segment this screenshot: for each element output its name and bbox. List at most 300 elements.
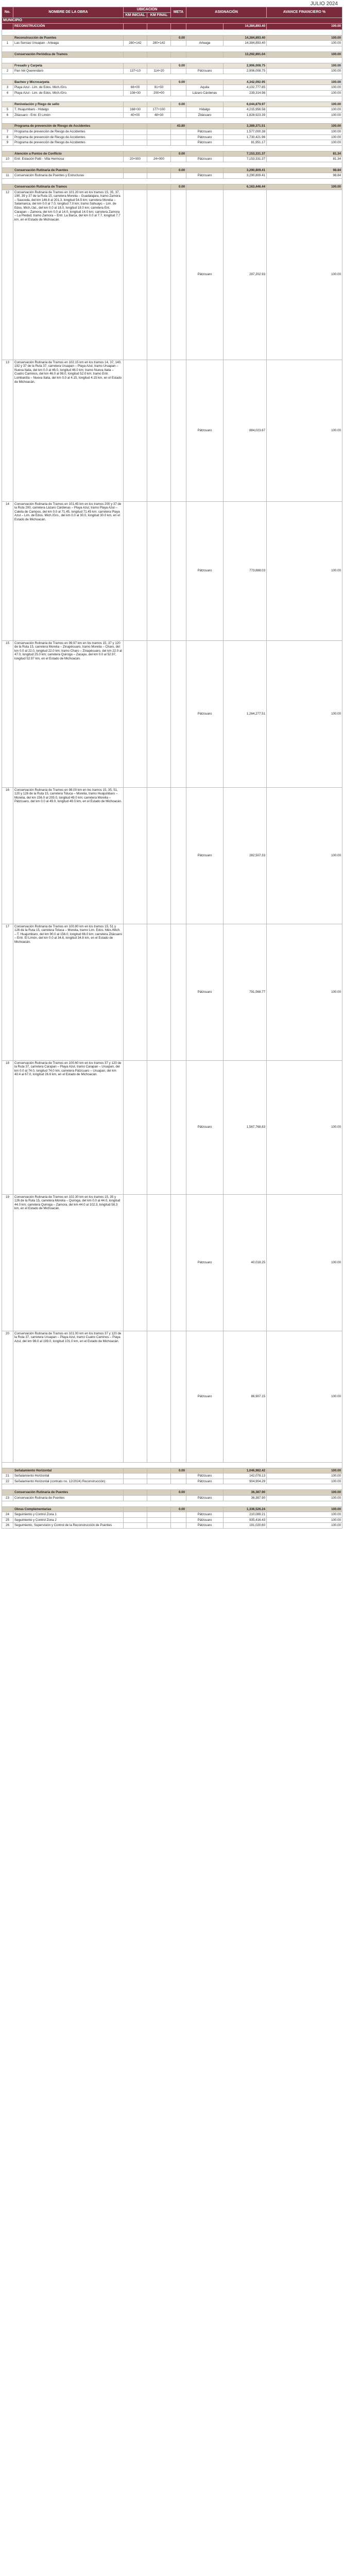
work-row [2,173,342,179]
cell-asignacion: 3,290,809.41 [223,173,267,179]
cell-obra: Las Sunsas Unuapan - Arteaga [13,41,124,46]
cell-avance: 100.00 [267,35,342,41]
cell-obra: Bacheo y Microcarpeta [13,79,124,85]
cell-avance: 81.34 [267,151,342,157]
spacer-cell [2,1462,342,1468]
cell-municipio [186,1468,223,1473]
cell-km-inicial [124,1060,147,1194]
cell-no: 20 [2,1331,13,1462]
spacer-cell [2,74,342,79]
work-row [2,1496,342,1501]
cell-no [2,1468,13,1473]
spacer-cell [2,1484,342,1490]
table-header [2,7,342,24]
cell-meta: 43.80 [171,124,186,129]
cell-asignacion: 935,416.43 [223,1517,267,1523]
cell-municipio [186,101,223,107]
cell-no: 19 [2,1194,13,1331]
cell-asignacion: 210,089.21 [223,1512,267,1518]
spacer-row [2,46,342,52]
cell-no: 6 [2,112,13,118]
cell-municipio: Pátzcuaro [186,1496,223,1501]
cell-no: 25 [2,1517,13,1523]
cell-obra: Conservación Rutinaria de Tramos en 101.45 km en los tramos 200 y 37 de la Ruta 200, carretera Lázaro Cárdenas – Playa Azul, tramo Playa Azul – Caleta de Campos, del km 0.0 al 71.45, longitud 71.45 km; carretera Playa Azul – Lim. de Edos. Mich./Gro., del km 0.0 al 30.0, longitud 30.0 km, en el Estado de Michoacán. [13,501,124,640]
cell-asignacion: 4,342,092.95 [223,79,267,85]
cell-km-inicial [124,1468,147,1473]
spacer-row [2,1501,342,1506]
work-row [2,134,342,140]
cell-meta [171,640,186,787]
program-row [2,79,342,85]
cell-asignacion: 239,314.98 [223,90,267,96]
cell-asignacion: 773,888.03 [223,501,267,640]
cell-asignacion: 3,389,371.51 [223,124,267,129]
program-row [2,101,342,107]
cell-municipio: Pátzcuaro [186,1523,223,1529]
program-row [2,1506,342,1512]
cell-asignacion: 1,730,421.96 [223,134,267,140]
cell-municipio: Pátzcuaro [186,501,223,640]
cell-km-final [147,35,171,41]
cell-asignacion: 13,292,891.04 [223,52,267,57]
cell-municipio: Pátzcuaro [186,360,223,501]
cell-obra: Obras Complementarias [13,1506,124,1512]
cell-no [2,1490,13,1496]
cell-no [2,151,13,157]
cell-asignacion: 4,102,777.85 [223,85,267,91]
cell-meta: 0.00 [171,167,186,173]
cell-km-inicial [124,1517,147,1523]
cell-no: 2 [2,69,13,74]
cell-municipio: Aquila [186,85,223,91]
cell-km-inicial [124,1496,147,1501]
cell-municipio: Pátzcuaro [186,140,223,146]
work-row [2,1194,342,1331]
spacer-row [2,29,342,35]
cell-no [2,124,13,129]
cell-avance: 100.00 [267,1468,342,1473]
work-row [2,157,342,162]
works-table [2,7,342,1529]
cell-no [2,23,13,29]
cell-km-final [147,787,171,924]
spacer-cell [2,1501,342,1506]
cell-avance: 100.00 [267,41,342,46]
cell-obra: Conservación Rutinaria de Tramos en 98.00 km en los tramos 15, 35, 51, 120 y 126 de la Ruta 15, carretera Toluca – Morelia, tramo Huajumbaro – Morelia, del km 156.0 al 205.0, longitud 49.0 km; carretera Morelia – Pátzcuaro, del km 0.0 al 49.0, longitud 49.0 km, en el Estado de Michoacán. [13,787,124,924]
cell-obra: Señalamiento Horizontal [13,1473,124,1479]
cell-no [2,101,13,107]
cell-km-final [147,640,171,787]
cell-km-final [147,134,171,140]
cell-meta [171,85,186,91]
cell-no: 16 [2,787,13,924]
cell-meta [171,107,186,113]
cell-km-inicial [124,101,147,107]
spacer-row [2,57,342,63]
cell-avance: 100.00 [267,787,342,924]
work-row [2,190,342,360]
col-header-municipio: MUNICIPIO [2,18,342,24]
cell-municipio [186,1506,223,1512]
cell-km-inicial [124,124,147,129]
cell-asignacion: 191,020.60 [223,1523,267,1529]
cell-km-inicial: 40+00 [124,112,147,118]
cell-avance: 100.00 [267,85,342,91]
cell-obra: Conservación Rutinaria de Tramos en 102.30 km en los tramos 15, 35 y 126 de la Ruta 15, carretera Morelia – Quiroga, del km 0.0 al 44.0, longitud 44.0 km; carretera Quiroga – Zamora, del km 44.0 al 102.3, longitud 58.3 km, en el Estado de Michoacán. [13,1194,124,1331]
spacer-row [2,118,342,124]
cell-km-inicial [124,640,147,787]
cell-municipio [186,35,223,41]
cell-no [2,184,13,190]
cell-asignacion: 7,153,331.37 [223,157,267,162]
cell-avance: 100.00 [267,140,342,146]
cell-km-final [147,101,171,107]
cell-km-final [147,190,171,360]
cell-km-inicial: 108+30 [124,90,147,96]
cell-avance: 100.00 [267,23,342,29]
cell-municipio: Pátzcuaro [186,1517,223,1523]
cell-km-final [147,1060,171,1194]
cell-obra: Pan Vel Querendaro [13,69,124,74]
cell-asignacion: 1,577,000.38 [223,129,267,134]
cell-no [2,1506,13,1512]
cell-km-inicial [124,1194,147,1331]
cell-asignacion: 1,046,982.42 [223,1468,267,1473]
cell-avance: 100.00 [267,1496,342,1501]
work-row [2,1331,342,1462]
spacer-cell [2,46,342,52]
cell-obra: Conservación Rutinaria de Tramos en 100.80 km en los tramos 15, 51 y 126 de la Ruta 15, carretera Toluca – Morelia, tramo Lím. Edos. Méx./Mich. – T. Huajumbaro, del km 90.0 al 156.0, longitud 66.0 km; carretera Zitácuaro – Entr. El Limón, del km 0.0 al 34.8, longitud 34.8 km, en el Estado de Michoacán. [13,924,124,1060]
cell-km-inicial [124,1506,147,1512]
program-row [2,35,342,41]
cell-km-final [147,1473,171,1479]
cell-km-inicial [124,35,147,41]
cell-avance: 100.00 [267,640,342,787]
cell-obra: Seguimiento y Control Zona 2 [13,1517,124,1523]
cell-meta [171,157,186,162]
col-header-ubicacion: UBICACIÓN [124,7,171,13]
cell-obra: Señalamiento Horizontal (contrato no. 12/2024) Reconstrucción) [13,1479,124,1484]
cell-obra: Zitácuaro - Entr. El Limón [13,112,124,118]
program-row [2,167,342,173]
program-row [2,151,342,157]
work-row [2,1479,342,1484]
cell-km-inicial [124,360,147,501]
spacer-cell [2,145,342,151]
cell-km-final: 200+00 [147,90,171,96]
cell-km-inicial: 168+30 [124,107,147,113]
cell-meta [171,41,186,46]
cell-obra: Seguimiento y Control Zona 1 [13,1512,124,1518]
cell-meta [171,52,186,57]
cell-avance: 100.00 [267,1523,342,1529]
cell-km-inicial [124,134,147,140]
cell-asignacion: 14,384,893.40 [223,23,267,29]
cell-avance: 100.00 [267,101,342,107]
cell-no: 7 [2,129,13,134]
cell-meta [171,787,186,924]
cell-municipio: Pátzcuaro [186,787,223,924]
col-header-obra: NOMBRE DE LA OBRA [13,7,124,18]
cell-km-inicial [124,1479,147,1484]
cell-km-inicial [124,129,147,134]
total-row [2,23,342,29]
report-date: JULIO 2024 [310,1,338,7]
cell-km-final [147,173,171,179]
cell-municipio: Pátzcuaro [186,134,223,140]
cell-obra: Playa Azul - Lim. de Edos. Mich./Gro. [13,85,124,91]
cell-km-inicial [124,167,147,173]
cell-asignacion: 14,384,893.40 [223,35,267,41]
cell-no: 12 [2,190,13,360]
work-row [2,129,342,134]
cell-km-final: 24+000 [147,157,171,162]
cell-avance: 100.00 [267,924,342,1060]
spacer-row [2,162,342,167]
cell-no: 24 [2,1512,13,1518]
cell-km-inicial [124,1331,147,1462]
table-body [2,23,342,1528]
cell-meta [171,112,186,118]
cell-avance: 100.00 [267,1490,342,1496]
cell-obra: RECONSTRUCCIÓN [13,23,124,29]
cell-meta [171,1512,186,1518]
cell-km-final: 280+142 [147,41,171,46]
cell-no: 13 [2,360,13,501]
cell-meta: 0.00 [171,1506,186,1512]
cell-asignacion: 282,507.33 [223,787,267,924]
cell-km-final [147,129,171,134]
cell-km-inicial [124,140,147,146]
cell-avance: 100.00 [267,1331,342,1462]
cell-asignacion: 142,078.13 [223,1473,267,1479]
cell-km-inicial [124,924,147,1060]
cell-no [2,167,13,173]
cell-km-inicial [124,787,147,924]
cell-municipio: Pátzcuaro [186,1194,223,1331]
cell-meta [171,1473,186,1479]
cell-asignacion: 7,153,331.37 [223,151,267,157]
col-header-km-inicial: KM INICIAL [124,12,147,18]
cell-municipio [186,184,223,190]
cell-km-final [147,52,171,57]
cell-km-final [147,79,171,85]
spacer-cell [2,179,342,184]
spacer-row [2,96,342,101]
work-row [2,1473,342,1479]
cell-obra: Conservación Rutinaria de Puentes [13,1496,124,1501]
cell-avance: 100.00 [267,90,342,96]
cell-obra: Programa de prevención de Riesgo de Accidentes [13,134,124,140]
cell-obra: Conservación Rutinaria de Tramos en 101.20 km en los tramos 15, 35, 37, 190, 39 y 37 de la Ruta 15, carretera Morelia – Guadalajara, tramo Zamora – Sauceda, del km 146.8 al 201.3, longitud 54.5 km; carretera Morelia – Salamanca, del km 0.0 al 7.0, longitud 7.0 km; tramo Sahuayo – Lim. de Edos. Mich./Jal., del km 0.0 al 18.0, longitud 18.0 km; carretera Ent. Carapan – Zamora, del km 0.0 al 14.0, longitud 14.0 km; carretera Zamora – La Piedad, tramo Zamora – Entr. La Barca, del km 0.0 al 7.7, longitud 7.7 km, en el Estado de Michoacán. [13,190,124,360]
cell-no: 5 [2,107,13,113]
cell-municipio: Zitácuaro [186,112,223,118]
work-row [2,112,342,118]
cell-no: 8 [2,134,13,140]
program-row [2,184,342,190]
cell-km-final [147,184,171,190]
cell-km-final [147,501,171,640]
work-row [2,41,342,46]
cell-avance: 100.00 [267,190,342,360]
col-header-km-final: KM FINAL [147,12,171,18]
cell-no: 10 [2,157,13,162]
cell-obra: Entr. Estación Patti - Villa Hermosa [13,157,124,162]
cell-km-final [147,1194,171,1331]
cell-municipio [186,52,223,57]
cell-asignacion: 6,163,446.44 [223,184,267,190]
cell-municipio: Pátzcuaro [186,190,223,360]
work-row [2,1523,342,1529]
cell-no [2,52,13,57]
cell-meta: 0.00 [171,101,186,107]
spacer-cell [2,118,342,124]
cell-avance: 100.00 [267,184,342,190]
cell-avance: 81.34 [267,157,342,162]
cell-avance: 100.00 [267,1194,342,1331]
cell-municipio [186,151,223,157]
cell-municipio: Pátzcuaro [186,1060,223,1194]
cell-no [2,63,13,69]
cell-obra: Programa de prevención de Riesgo de Accidentes [13,124,124,129]
cell-no: 22 [2,1479,13,1484]
cell-obra: Programa de prevención de Riesgo de Accidentes [13,129,124,134]
cell-asignacion: 297,202.93 [223,190,267,360]
work-row [2,501,342,640]
cell-no: 15 [2,640,13,787]
cell-municipio: Pátzcuaro [186,69,223,74]
cell-avance: 98.84 [267,167,342,173]
cell-avance: 100.00 [267,112,342,118]
cell-km-inicial [124,190,147,360]
cell-km-final [147,924,171,1060]
cell-meta [171,1517,186,1523]
cell-asignacion: 791,568.77 [223,924,267,1060]
cell-km-final: 114+20 [147,69,171,74]
cell-meta [171,1331,186,1462]
cell-km-inicial: 137+10 [124,69,147,74]
program-row [2,124,342,129]
cell-avance: 100.00 [267,1473,342,1479]
cell-municipio: Pátzcuaro [186,640,223,787]
work-row [2,107,342,113]
cell-km-inicial [124,1512,147,1518]
cell-obra: Programa de prevención de Riesgo de Accidentes [13,140,124,146]
cell-municipio: Pátzcuaro [186,1479,223,1484]
cell-avance: 100.00 [267,79,342,85]
cell-meta [171,1060,186,1194]
cell-meta [171,140,186,146]
work-row [2,360,342,501]
cell-obra: Señalamiento Horizontal [13,1468,124,1473]
cell-obra: Renivelación y Riego de sello [13,101,124,107]
col-header-meta: META [171,7,186,18]
cell-avance: 100.00 [267,63,342,69]
cell-km-final [147,1506,171,1512]
cell-asignacion: 1,264,277.51 [223,640,267,787]
cell-avance: 100.00 [267,1060,342,1194]
cell-km-inicial: 280+142 [124,41,147,46]
cell-avance: 100.00 [267,1506,342,1512]
cell-km-inicial [124,173,147,179]
cell-no: 14 [2,501,13,640]
cell-municipio [186,63,223,69]
col-header-asignacion: ASIGNACIÓN [186,7,267,18]
col-header-avance: AVANCE FINANCIERO % [267,7,342,18]
cell-meta [171,1523,186,1529]
work-row [2,924,342,1060]
cell-municipio [186,1490,223,1496]
cell-km-inicial [124,1490,147,1496]
cell-asignacion: 81,951.17 [223,140,267,146]
cell-meta [171,69,186,74]
work-row [2,787,342,924]
cell-asignacion: 2,906,008.75 [223,69,267,74]
work-row [2,640,342,787]
cell-asignacion: 14,384,893.40 [223,41,267,46]
cell-asignacion: 36,387.90 [223,1490,267,1496]
cell-no [2,79,13,85]
cell-obra: Conservación Periódica de Tramos [13,52,124,57]
cell-km-final: 81+50 [147,85,171,91]
cell-municipio: Lázaro Cárdenas [186,90,223,96]
work-row [2,85,342,91]
cell-km-inicial [124,184,147,190]
spacer-row [2,1484,342,1490]
cell-km-final [147,124,171,129]
cell-obra: Atención a Puntos de Conflicto [13,151,124,157]
cell-km-final [147,63,171,69]
cell-meta [171,190,186,360]
cell-meta [171,90,186,96]
cell-asignacion: 86,907.15 [223,1331,267,1462]
cell-no: 17 [2,924,13,1060]
cell-meta: 0.00 [171,184,186,190]
work-row [2,140,342,146]
col-header-no: No. [2,7,13,18]
cell-meta: 0.00 [171,35,186,41]
spacer-cell [2,96,342,101]
cell-km-inicial [124,23,147,29]
cell-meta: 0.00 [171,151,186,157]
cell-km-final: 48+30 [147,112,171,118]
cell-meta [171,129,186,134]
cell-avance: 100.00 [267,107,342,113]
cell-municipio: Arteaga [186,41,223,46]
cell-avance: 100.00 [267,124,342,129]
cell-obra: Fresado y Carpeta [13,63,124,69]
work-row [2,69,342,74]
cell-obra: Conservación Rutinaria de Tramos en 100.60 km en los tramos 37 y 120 de la Ruta 37, carretera Carapan – Playa Azul, tramo Carapan – Uruapan, del km 0.0 al 74.0, longitud 74.0 km; carretera Pátzcuaro – Uruapan, del km 40.4 al 67.0, longitud 26.6 km, en el Estado de Michoacán. [13,1060,124,1194]
spacer-row [2,145,342,151]
cell-obra: Conservación Rutinaria de Puentes [13,167,124,173]
cell-km-final: 177+100 [147,107,171,113]
cell-asignacion: 1,828,923.39 [223,112,267,118]
cell-meta [171,173,186,179]
cell-no: 21 [2,1473,13,1479]
program-row [2,1490,342,1496]
cell-no: 9 [2,140,13,146]
cell-meta [171,23,186,29]
work-row [2,90,342,96]
cell-meta [171,1194,186,1331]
cell-obra: Conservación Rutinaria de Puentes [13,1490,124,1496]
cell-obra: Conservación Rutinaria de Puentes y Estructuras [13,173,124,179]
cell-km-final [147,1517,171,1523]
cell-km-inicial [124,501,147,640]
cell-avance: 100.00 [267,69,342,74]
cell-km-final [147,1490,171,1496]
